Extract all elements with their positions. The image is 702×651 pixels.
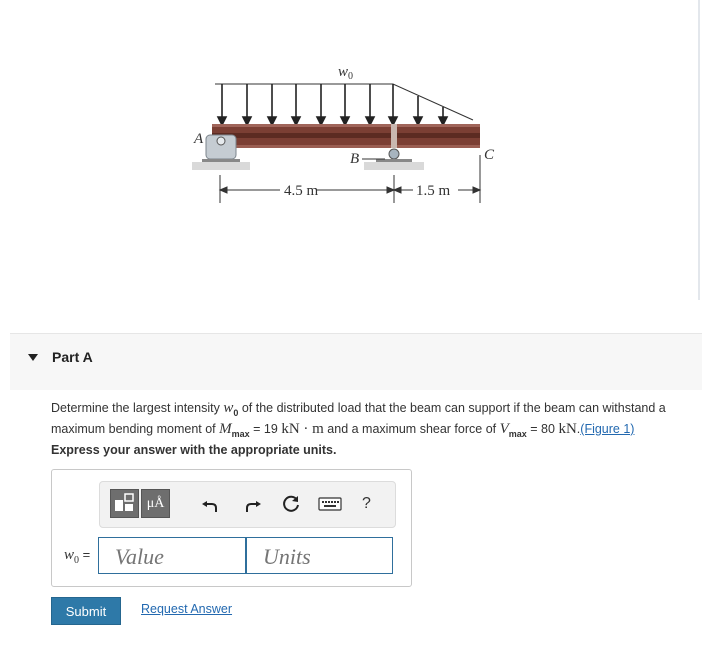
load-label: $w_0$ (338, 64, 354, 82)
units-input[interactable] (246, 537, 393, 574)
var-vmax: $V_{max}$ (499, 421, 527, 439)
var-mmax: $M_{max}$ (219, 421, 250, 439)
figure-link[interactable]: (Figure 1) (580, 422, 635, 436)
answer-label: $w_0$ = (64, 547, 91, 566)
var-w0: $w_0$ (223, 400, 239, 418)
redo-icon[interactable] (240, 492, 264, 516)
undo-icon[interactable] (199, 492, 223, 516)
label-c: C (484, 147, 495, 163)
keyboard-icon[interactable] (317, 492, 343, 516)
math-toolbar (99, 481, 396, 528)
part-a-header[interactable] (10, 333, 702, 390)
submit-button[interactable]: Submit (51, 597, 121, 625)
part-title: Part A (52, 349, 93, 365)
answer-box (51, 469, 412, 587)
request-answer-link[interactable]: Request Answer (141, 602, 233, 616)
collapse-caret-icon[interactable] (28, 354, 38, 361)
beam-figure (180, 55, 500, 215)
dimension-right: 1.5 m (416, 183, 451, 199)
units-icon[interactable]: μÅ (141, 489, 170, 518)
templates-icon[interactable] (110, 489, 139, 518)
scrollbar-track[interactable] (698, 0, 700, 300)
reset-icon[interactable] (279, 492, 303, 516)
label-b: B (350, 151, 360, 167)
distributed-load-arrows (218, 84, 447, 125)
question-text: Determine the largest intensity $w_0$ of the distributed load that the beam can support if the beam can withstand a maximum bending moment of $M_{max} = 19$ kN · m and a maximum shear force of $V_{max} = 80$ kN.(Figure 1) (51, 400, 666, 439)
label-a: A (194, 131, 204, 147)
help-icon[interactable]: ? (362, 495, 371, 512)
dimension-left: 4.5 m (284, 183, 319, 199)
instruction-text: Express your answer with the appropriate units. (51, 443, 337, 457)
value-input[interactable] (98, 537, 246, 574)
